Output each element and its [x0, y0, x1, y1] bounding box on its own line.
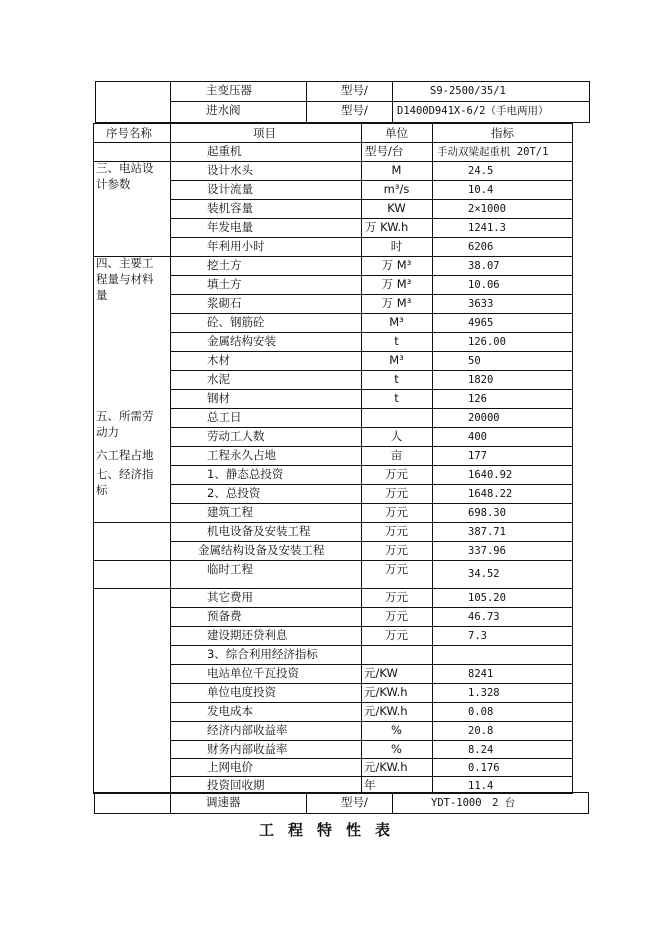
row-item: 起重机 [207, 144, 242, 158]
grid-line [93, 123, 573, 124]
row-value: 38.07 [468, 260, 500, 272]
row-unit: 型号/台 [365, 144, 404, 158]
grid-line [170, 664, 573, 665]
row-value: 手动双梁起重机 20T/1 [437, 146, 549, 158]
row-item: 发电成本 [207, 704, 253, 718]
row-item: 财务内部收益率 [207, 742, 288, 756]
grid-line [170, 626, 573, 627]
row-unit: 万元 [385, 628, 408, 642]
grid-line [170, 237, 573, 238]
row-item: 1、静态总投资 [207, 467, 284, 481]
row-item: 预备费 [207, 609, 242, 623]
row-unit: t [394, 334, 399, 348]
row-value: 8241 [468, 668, 494, 680]
grid-line [170, 427, 573, 428]
top-row-model-label: 型号/ [341, 83, 368, 97]
row-item: 机电设备及安装工程 [207, 524, 311, 538]
row-item: 临时工程 [207, 562, 253, 576]
row-item: 金属结构安装 [207, 334, 276, 348]
section-line: 标 [96, 483, 108, 497]
row-item: 单位电度投资 [207, 685, 276, 699]
row-value: 34.52 [468, 568, 500, 580]
row-item: 装机容量 [207, 201, 253, 215]
grid-line [170, 607, 573, 608]
grid-line [170, 758, 573, 759]
grid-line [170, 503, 573, 504]
row-value: 10.4 [468, 184, 494, 196]
grid-line [170, 275, 573, 276]
row-unit: 元/KW.h [364, 704, 408, 718]
row-value: 6206 [468, 241, 494, 253]
row-unit: 元/KW [364, 666, 398, 680]
page-title: 工程特性表 [259, 821, 405, 839]
row-unit: M³ [389, 353, 404, 367]
row-unit: 万 M³ [381, 258, 412, 272]
grid-line [170, 123, 171, 794]
grid-line [170, 446, 573, 447]
row-item: 上网电价 [207, 760, 253, 774]
row-value: 400 [468, 431, 487, 443]
row-item: 设计水头 [207, 163, 253, 177]
grid-line [170, 484, 573, 485]
section-line: 动力 [96, 425, 119, 439]
section-line: 三、电站设 [96, 161, 154, 175]
row-unit: 亩 [390, 448, 403, 462]
grid-line [93, 142, 573, 143]
row-unit: 万元 [385, 543, 408, 557]
section-label-labor [96, 410, 154, 439]
row-value: 1640.92 [468, 469, 513, 481]
row-item: 其它费用 [207, 590, 253, 604]
row-item: 年利用小时 [207, 239, 265, 253]
grid-line [93, 123, 94, 794]
row-unit: 年 [364, 778, 376, 792]
section-label-design-params [96, 162, 154, 191]
row-item: 建设期还贷利息 [207, 628, 288, 642]
row-item: 劳动工人数 [207, 429, 265, 443]
grid-line [170, 776, 573, 777]
row-item: 3、综合利用经济指标 [207, 647, 318, 661]
grid-line [170, 180, 573, 181]
row-unit: 万元 [385, 505, 408, 519]
row-item: 工程永久占地 [207, 448, 276, 462]
section-label-land [96, 449, 154, 462]
row-item: 投资回收期 [207, 778, 265, 792]
row-unit: 万 KW.h [365, 220, 409, 234]
row-unit: 元/KW.h [364, 760, 408, 774]
row-unit: 万元 [385, 524, 408, 538]
row-unit: 万元 [385, 562, 408, 576]
grid-line [170, 294, 573, 295]
header-col-seq-name: 序号名称 [106, 126, 152, 140]
row-unit: 万 M³ [381, 296, 412, 310]
bottom-row-model-label: 型号/ [341, 795, 368, 809]
row-unit: 万元 [385, 467, 408, 481]
grid-line [572, 123, 573, 794]
grid-line [170, 683, 573, 684]
row-item: 砼、钢筋砼 [207, 315, 265, 329]
row-unit: m³/s [383, 182, 410, 196]
row-item: 经济内部收益率 [207, 723, 288, 737]
row-unit: M [391, 163, 402, 177]
section-label-quantities [96, 257, 154, 302]
row-value: 387.71 [468, 526, 506, 538]
grid-line [170, 541, 573, 542]
row-value: 20.8 [468, 725, 494, 737]
row-unit: 万元 [385, 609, 408, 623]
row-item: 2、总投资 [207, 486, 261, 500]
header-col-value: 指标 [491, 126, 514, 140]
row-value: 3633 [468, 298, 494, 310]
row-item: 建筑工程 [207, 505, 253, 519]
top-row-name: 主变压器 [206, 83, 252, 97]
bottom-row-name: 调速器 [206, 795, 241, 809]
grid-line [170, 721, 573, 722]
top-row-model-value: S9-2500/35/1 [430, 85, 506, 97]
grid-line [170, 645, 573, 646]
row-item: 水泥 [207, 372, 230, 386]
section-label-economic [96, 468, 154, 497]
grid-line [93, 522, 573, 523]
row-unit: % [391, 742, 402, 756]
row-unit: 万 M³ [381, 277, 412, 291]
row-item: 钢材 [207, 391, 230, 405]
row-value: 0.08 [468, 706, 494, 718]
top-row-model-value: D1400D941X-6/2（手电两用） [397, 105, 549, 117]
grid-line [170, 408, 573, 409]
row-value: 337.96 [468, 545, 506, 557]
grid-line [170, 199, 573, 200]
grid-line [170, 465, 573, 466]
grid-line [93, 560, 573, 561]
grid-line [170, 332, 573, 333]
section-line: 五、所需劳 [96, 409, 154, 423]
row-item: 总工日 [207, 410, 242, 424]
row-value: 105.20 [468, 592, 506, 604]
grid-line [170, 218, 573, 219]
grid-line [93, 256, 573, 257]
row-item: 浆砌石 [207, 296, 242, 310]
row-value: 126 [468, 393, 487, 405]
section-line: 四、主要工 [96, 256, 154, 270]
row-value: 698.30 [468, 507, 506, 519]
section-line: 量 [96, 288, 108, 302]
row-value: 1820 [468, 374, 494, 386]
grid-line [170, 702, 573, 703]
row-unit: 人 [390, 429, 403, 443]
row-item: 填土方 [207, 277, 242, 291]
grid-line [93, 161, 573, 162]
row-unit: 时 [390, 239, 403, 253]
grid-line [170, 740, 573, 741]
top-row-name: 进水阀 [206, 103, 241, 117]
section-line: 程量与材料 [96, 272, 154, 286]
header-col-unit: 单位 [385, 126, 408, 140]
section-line: 计参数 [96, 177, 131, 191]
row-unit: M³ [389, 315, 404, 329]
grid-line [170, 370, 573, 371]
row-value: 1.328 [468, 687, 500, 699]
row-unit: t [394, 391, 399, 405]
grid-line [93, 793, 573, 794]
row-value: 50 [468, 355, 481, 367]
top-row-model-label: 型号/ [341, 103, 368, 117]
row-value: 1241.3 [468, 222, 506, 234]
section-line: 六工程占地 [96, 448, 154, 462]
row-unit: % [391, 723, 402, 737]
row-item: 电站单位千瓦投资 [207, 666, 299, 680]
row-item: 挖土方 [207, 258, 242, 272]
grid-line [93, 588, 573, 589]
row-value: 1648.22 [468, 488, 513, 500]
bottom-row-model-value: YDT-1000 2 台 [431, 797, 516, 809]
row-item: 设计流量 [207, 182, 253, 196]
row-value: 126.00 [468, 336, 506, 348]
row-value: 8.24 [468, 744, 494, 756]
row-item: 金属结构设备及安装工程 [198, 543, 325, 557]
row-unit: 元/KW.h [364, 685, 408, 699]
row-unit: 万元 [385, 590, 408, 604]
row-value: 2×1000 [468, 203, 506, 215]
row-item: 年发电量 [207, 220, 253, 234]
row-value: 0.176 [468, 762, 500, 774]
header-col-item: 项目 [253, 126, 276, 140]
row-unit: t [394, 372, 399, 386]
section-line: 七、经济指 [96, 467, 154, 481]
grid-line [170, 351, 573, 352]
row-value: 20000 [468, 412, 500, 424]
row-unit: KW [387, 201, 406, 215]
row-item: 木材 [207, 353, 230, 367]
row-value: 11.4 [468, 780, 494, 792]
row-value: 7.3 [468, 630, 487, 642]
row-value: 24.5 [468, 165, 494, 177]
row-value: 4965 [468, 317, 494, 329]
row-value: 177 [468, 450, 487, 462]
grid-line [170, 313, 573, 314]
row-value: 46.73 [468, 611, 500, 623]
row-value: 10.06 [468, 279, 500, 291]
row-unit: 万元 [385, 486, 408, 500]
grid-line [170, 389, 573, 390]
